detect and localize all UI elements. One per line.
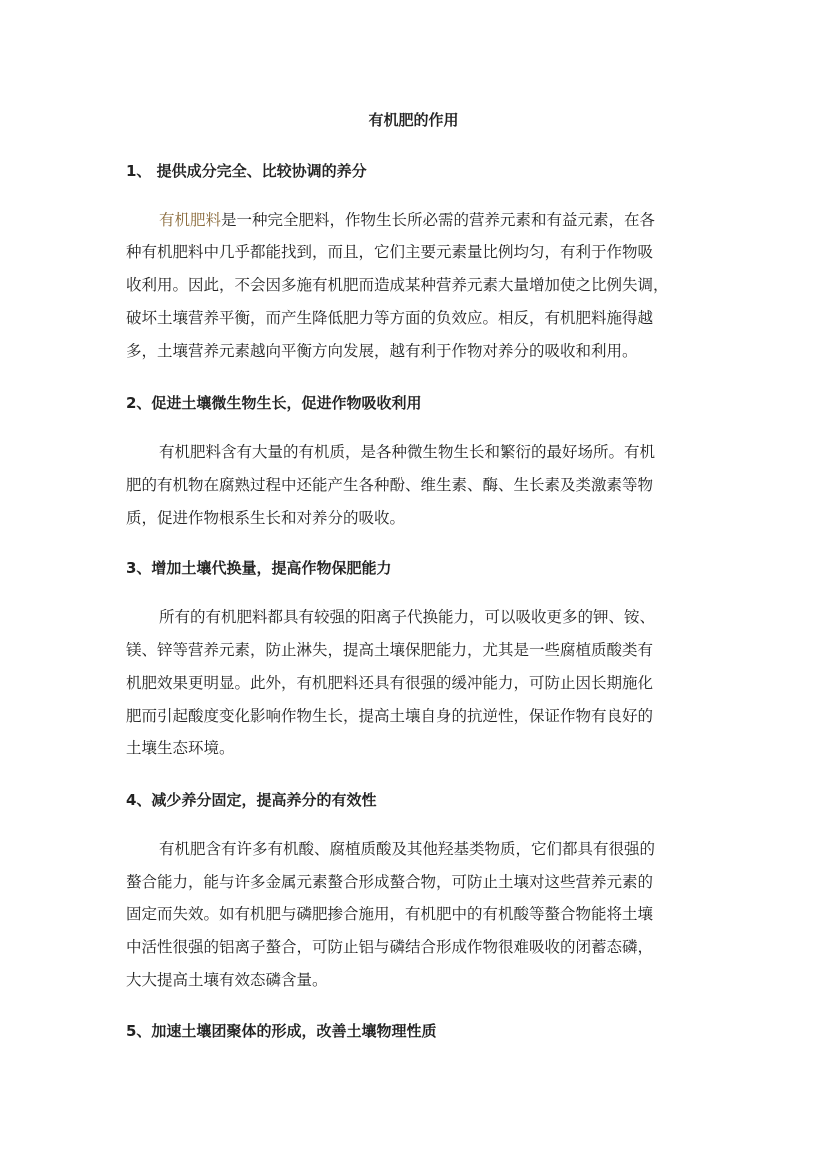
- organic-fertilizer-link[interactable]: 有机肥料: [159, 211, 222, 229]
- paragraph-line: 收利用。因此，不会因多施有机肥而造成某种营养元素大量增加使之比例失调，: [126, 276, 669, 294]
- paragraph-line: 中活性很强的铝离子螯合，可防止铝与磷结合形成作物很难吸收的闭蓄态磷，: [126, 938, 654, 956]
- paragraph-line: [159, 210, 655, 230]
- paragraph-line: 固定而失效。如有机肥与磷肥掺合施用，有机肥中的有机酸等螯合物能将土壤: [126, 905, 654, 923]
- paragraph-line: 镁、锌等营养元素，防止淋失，提高土壤保肥能力，尤其是一些腐植质酸类有: [126, 641, 654, 659]
- section-heading-3: 3、增加土壤代换量，提高作物保肥能力: [126, 559, 392, 577]
- paragraph-line: 所有的有机肥料都具有较强的阳离子代换能力，可以吸收更多的钾、铵、: [159, 608, 656, 626]
- paragraph-line: 质，促进作物根系生长和对养分的吸收。: [126, 509, 406, 527]
- paragraph-line: 肥而引起酸度变化影响作物生长，提高土壤自身的抗逆性，保证作物有良好的: [126, 707, 654, 725]
- paragraph-line: 肥的有机物在腐熟过程中还能产生各种酚、维生素、酶、生长素及类激素等物: [126, 476, 654, 494]
- line-text: 是一种完全肥料，作物生长所必需的营养元素和有益元素，在各: [221, 211, 656, 229]
- paragraph-line: 土壤生态环境。: [126, 739, 235, 757]
- document-title: 有机肥的作用: [368, 111, 459, 129]
- paragraph-line: 螯合能力，能与许多金属元素螯合形成螯合物，可防止土壤对这些营养元素的: [126, 873, 654, 891]
- paragraph-line: 破坏土壤营养平衡，而产生降低肥力等方面的负效应。相反，有机肥料施得越: [126, 309, 654, 327]
- section-heading-4: 4、减少养分固定，提高养分的有效性: [126, 791, 377, 809]
- paragraph-line: 有机肥含有许多有机酸、腐植质酸及其他羟基类物质，它们都具有很强的: [159, 840, 656, 858]
- paragraph-line: 大大提高土壤有效态磷含量。: [126, 971, 328, 989]
- paragraph-line: 机肥效果更明显。此外，有机肥料还具有很强的缓冲能力，可防止因长期施化: [126, 674, 654, 692]
- section-heading-1: 1、 提供成分完全、比较协调的养分: [126, 162, 367, 180]
- paragraph-line: 种有机肥料中几乎都能找到，而且，它们主要元素量比例均匀，有利于作物吸: [126, 243, 654, 261]
- paragraph-line: 有机肥料含有大量的有机质，是各种微生物生长和繁衍的最好场所。有机: [159, 443, 656, 461]
- paragraph-line: 多，土壤营养元素越向平衡方向发展，越有利于作物对养分的吸收和利用。: [126, 342, 638, 360]
- section-heading-2: 2、促进土壤微生物生长，促进作物吸收利用: [126, 394, 422, 412]
- section-heading-5: 5、加速土壤团聚体的形成，改善土壤物理性质: [126, 1022, 437, 1040]
